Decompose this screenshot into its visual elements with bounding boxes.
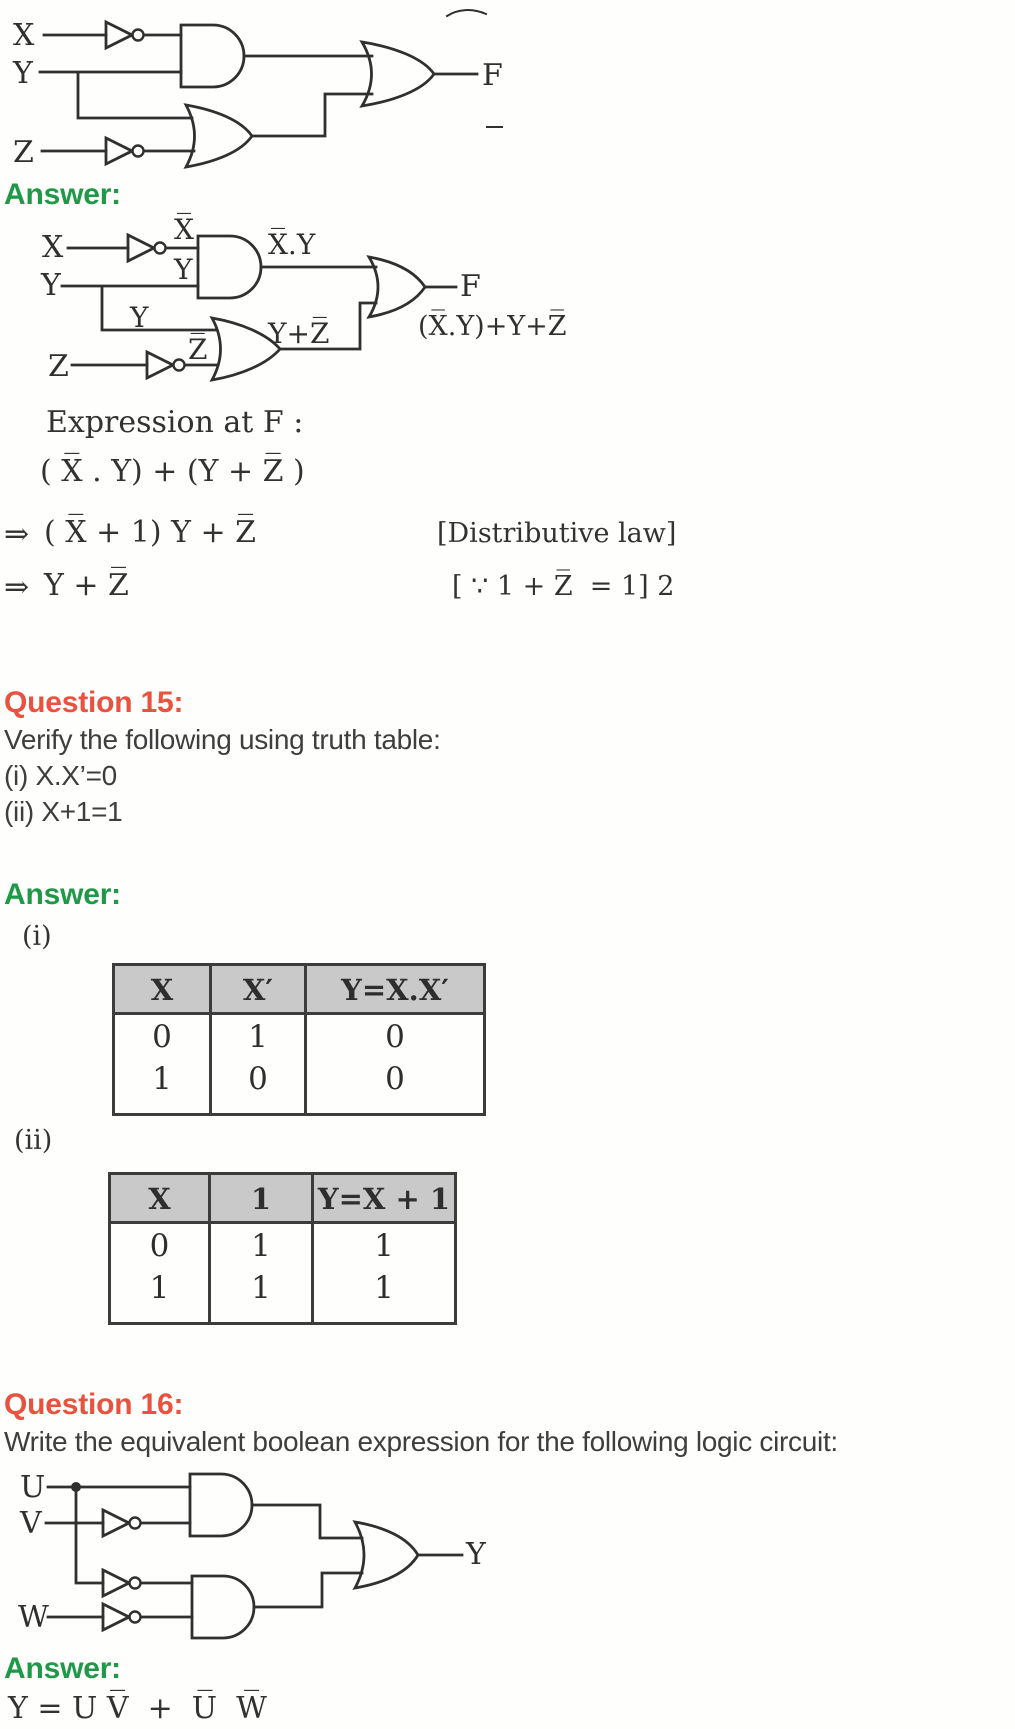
wire-label-or-out: Y+Z̅	[268, 317, 330, 350]
output-label-y: Y	[466, 1537, 486, 1572]
table-row	[115, 1057, 483, 1113]
part-i-label: (i)	[22, 921, 52, 952]
not-gate-z	[106, 138, 132, 164]
table-cell: 0	[212, 1057, 307, 1113]
junction-dot	[71, 1482, 81, 1492]
not-gate-z	[147, 352, 173, 378]
input-label-w: W	[18, 1600, 49, 1635]
table-cell: 1	[211, 1224, 314, 1266]
input-label-u: U	[20, 1470, 46, 1505]
wire-label-y-top: Y	[174, 253, 193, 286]
table-cell: 0	[385, 1061, 405, 1097]
not-bubble	[130, 1518, 141, 1529]
answer-heading-q15: Answer:	[4, 878, 121, 911]
truth-table-x-plus-1	[108, 1172, 457, 1325]
table-header-cell: X	[111, 1175, 211, 1221]
final-expression-label: (X̅.Y)+Y+Z̅	[418, 311, 567, 342]
not-bubble	[155, 243, 166, 254]
question15-intro: Verify the following using truth table:	[4, 724, 441, 755]
table-row	[111, 1224, 454, 1266]
table-header-cell: Y=X.X′	[341, 973, 449, 1007]
law-annotation-identity: [ ∵ 1 + Z̅ = 1] 2	[452, 571, 675, 602]
and-gate	[181, 25, 244, 87]
input-label-y: Y	[13, 56, 33, 91]
table-header-row	[115, 966, 483, 1015]
input-label-z: Z	[48, 349, 69, 384]
expression-step1: ( X̅ . Y) + (Y + Z̅ )	[40, 454, 305, 489]
not-gate-x	[106, 22, 132, 48]
output-label-f: F	[460, 269, 481, 304]
question15-heading: Question 15:	[4, 686, 184, 719]
input-label-y: Y	[41, 268, 61, 303]
not-gate-u	[103, 1570, 129, 1596]
and-gate-top	[190, 1474, 252, 1536]
answer-heading-q14: Answer:	[4, 178, 121, 211]
not-gate-v	[103, 1510, 129, 1536]
answer16-expression: Y = U V̅ + U̅ W̅	[8, 1691, 267, 1726]
or-gate-final	[362, 42, 434, 106]
table-header-cell: Y=X + 1	[317, 1182, 451, 1216]
answer-circuit-q14	[28, 208, 628, 386]
table-header-row	[111, 1175, 454, 1224]
table-cell: 1	[115, 1057, 212, 1113]
table-cell: 1	[374, 1270, 394, 1306]
wire-label-y-branch: Y	[130, 301, 149, 334]
table-row	[111, 1266, 454, 1322]
expression-step2: ( X̅ + 1) Y + Z̅	[44, 515, 256, 550]
table-cell: 1	[374, 1228, 394, 1264]
input-label-v: V	[20, 1506, 42, 1541]
not-bubble	[133, 146, 144, 157]
or-gate	[355, 1522, 418, 1588]
logic-circuit-question16	[14, 1467, 514, 1645]
implies-arrow: ⇒	[4, 517, 30, 552]
question15-item-ii: (ii) X+1=1	[4, 796, 123, 827]
not-bubble	[130, 1578, 141, 1589]
part-ii-label: (ii)	[14, 1125, 53, 1156]
table-cell: 0	[111, 1224, 211, 1266]
table-header-cell: X′	[212, 966, 307, 1012]
not-bubble	[174, 360, 185, 371]
table-cell: 1	[211, 1266, 314, 1322]
table-cell: 0	[115, 1015, 212, 1057]
input-label-z: Z	[13, 135, 34, 170]
table-cell: 1	[111, 1266, 211, 1322]
logic-circuit-question14	[0, 6, 520, 172]
not-bubble	[130, 1612, 141, 1623]
implies-arrow: ⇒	[4, 570, 30, 605]
wire-label-z-bar: Z̅	[188, 333, 208, 366]
question16-heading: Question 16:	[4, 1388, 184, 1421]
answer-heading-q16: Answer:	[4, 1652, 121, 1685]
law-annotation-distributive: [Distributive law]	[437, 518, 677, 549]
table-cell: 0	[385, 1019, 405, 1055]
question15-item-i: (i) X.X’=0	[4, 760, 117, 791]
not-gate-w	[103, 1604, 129, 1630]
output-label-f: F	[482, 58, 503, 93]
table-header-cell: 1	[211, 1175, 314, 1221]
and-gate	[198, 236, 261, 298]
not-bubble	[133, 30, 144, 41]
table-cell: 1	[212, 1015, 307, 1057]
not-gate-x	[128, 235, 154, 261]
or-gate	[186, 105, 252, 167]
expression-title: Expression at F :	[46, 405, 304, 440]
table-row	[115, 1015, 483, 1057]
scan-artifact	[447, 10, 486, 16]
and-gate-bottom	[192, 1576, 254, 1638]
question16-intro: Write the equivalent boolean expression for the following logic circuit:	[4, 1426, 838, 1457]
wire-label-and-out: X̅.Y	[268, 228, 316, 261]
wire-label-x-bar: X̅	[174, 213, 194, 246]
truth-table-x-and-notx	[112, 963, 486, 1116]
input-label-x: X	[13, 18, 35, 53]
table-header-cell: X	[115, 966, 212, 1012]
expression-step3: Y + Z̅	[44, 568, 129, 603]
input-label-x: X	[42, 230, 64, 265]
